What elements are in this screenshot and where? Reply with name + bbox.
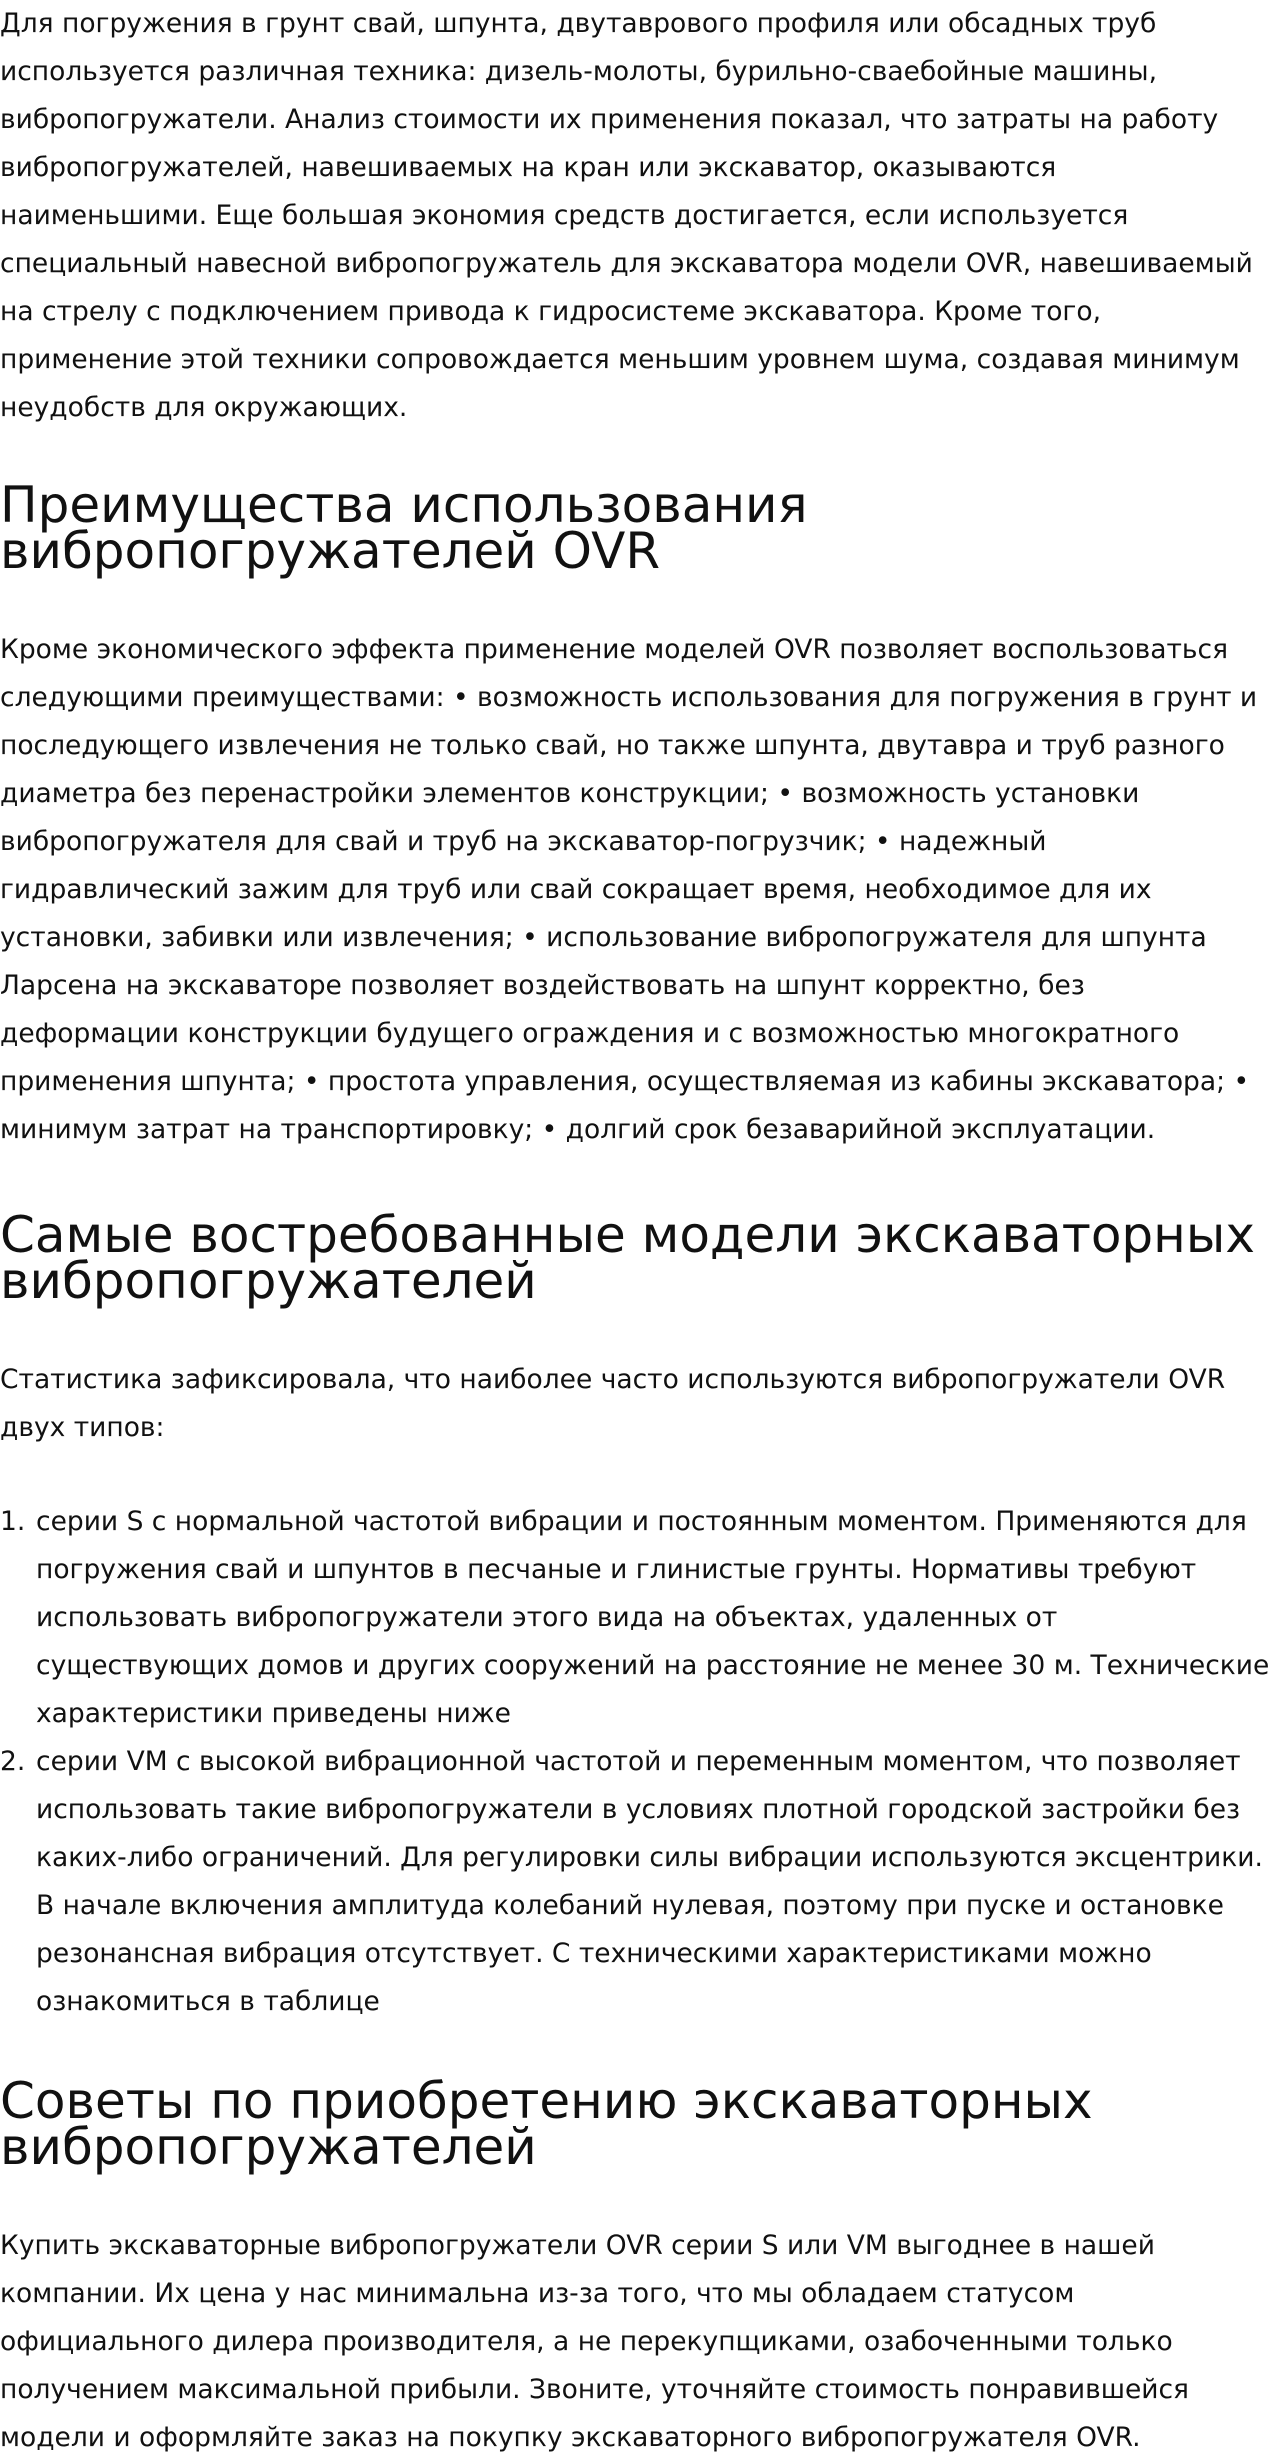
section-heading-popular-models: Самые востребованные модели экскаваторных вибропогружателей [0,1206,1255,1310]
intro-paragraph: Для погружения в грунт свай, шпунта, двутаврового профиля или обсадных труб используется различная техника: дизель-молоты, бурильно-сваебойные машины, вибропогружатели. Анализ стоимости их применения показал, что затраты на работу вибропогружателей, навешиваемых на кран или экскаватор, оказываются наименьшими. Еще большая экономия средств достигается, если используется специальный навесной вибропогружатель для экскаватора модели OVR, навешиваемый на стрелу с подключением привода к гидросистеме экскаватора. Кроме того, применение этой техники сопровождается меньшим уровнем шума, создавая минимум неудобств для окружающих. [0,8,1253,423]
advantages-paragraph: Кроме экономического эффекта применение моделей OVR позволяет воспользоваться следующими преимуществами: • возможность использования для погружения в грунт и последующего извлечения не только свай, но также шпунта, двутавра и труб разного диаметра без перенастройки элементов конструкции; • возможность установки вибропогружателя для свай и труб на экскаватор-погрузчик; • надежный гидравлический зажим для труб или свай сокращает время, необходимое для их установки, забивки или извлечения; • использование вибропогружателя для шпунта Ларсена на экскаваторе позволяет воздействовать на шпунт корректно, без деформации конструкции будущего ограждения и с возможностью многократного применения шпунта; • простота управления, осуществляемая из кабины экскаватора; • минимум затрат на транспортировку; • долгий срок безаварийной эксплуатации. [0,634,1258,1145]
section-heading-purchase-tips: Советы по приобретению экскаваторных вибропогружателей [0,2072,1093,2176]
list-item-series-vm: серии VM с высокой вибрационной частотой и переменным моментом, что позволяет использовать такие вибропогружатели в условиях плотной городской застройки без каких-либо ограничений. Для регулировки силы вибрации используются эксцентрики. В начале включения амплитуда колебаний нулевая, поэтому при пуске и остановке резонансная вибрация отсутствует. С техническими характеристиками можно ознакомиться в таблице [36,1746,1263,2017]
popular-models-paragraph: Статистика зафиксировала, что наиболее часто используются вибропогружатели OVR двух типов: [0,1364,1226,1443]
models-list [0,1498,1270,2026]
section-heading-advantages: Преимущества использования вибропогружателей OVR [0,476,808,580]
list-item-series-s: серии S с нормальной частотой вибрации и постоянным моментом. Применяются для погружения свай и шпунтов в песчаные и глинистые грунты. Нормативы требуют использовать вибропогружатели этого вида на объектах, удаленных от существующих домов и других сооружений на расстояние не менее 30 м. Технические характеристики приведены ниже [36,1506,1270,1729]
purchase-tips-paragraph: Купить экскаваторные вибропогружатели OVR серии S или VM выгоднее в нашей компании. Их цена у нас минимальна из-за того, что мы обладаем статусом официального дилера производителя, а не перекупщиками, озабоченными только получением максимальной прибыли. Звоните, уточняйте стоимость понравившейся модели и оформляйте заказ на покупку экскаваторного вибропогружателя OVR. [0,2230,1189,2453]
